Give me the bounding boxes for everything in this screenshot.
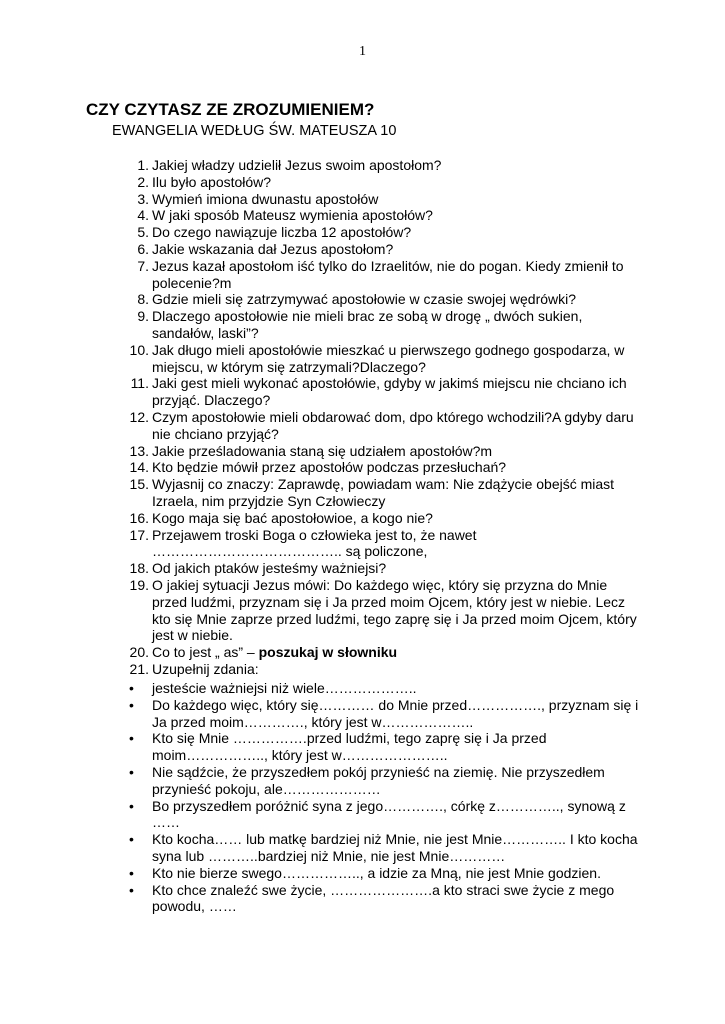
question-number: 14. bbox=[129, 459, 149, 476]
fill-in-text: Nie sądźcie, że przyszedłem pokój przynieść na ziemię. Nie przyszedłem przynieść pokoju, ale………………… bbox=[152, 763, 605, 797]
fill-in-text: Kto się Mnie …………….przed ludźmi, tego zaprę się i Ja przed moim…………….., który jest w………………….. bbox=[152, 730, 547, 764]
fill-in-item bbox=[125, 798, 645, 832]
question-text: Jezus kazał apostołom iść tylko do Izraelitów, nie do pogan. Kiedy zmienił to polecenie?m bbox=[152, 257, 624, 291]
question-number: 16. bbox=[129, 509, 149, 526]
fill-in-list bbox=[125, 680, 645, 915]
bullet-icon: • bbox=[129, 680, 134, 696]
question-number: 2. bbox=[137, 173, 149, 190]
question-text: Jakie prześladowania staną się udziałem apostołów?m bbox=[152, 442, 493, 459]
question-text: Kto będzie mówił przez apostołów podczas przesłuchań? bbox=[152, 459, 507, 476]
question-text: Do czego nawiązuje liczba 12 apostołów? bbox=[152, 224, 412, 241]
question-item bbox=[125, 661, 645, 678]
question-text: Od jakich ptaków jesteśmy ważniejsi? bbox=[152, 560, 387, 577]
question-text: Ilu było apostołów? bbox=[152, 173, 272, 190]
bullet-icon: • bbox=[129, 881, 134, 898]
question-number: 3. bbox=[137, 190, 149, 207]
question-text: O jakiej sytuacji Jezus mówi: Do każdego więc, który się przyzna do Mnie przed ludźmi, przyznam się i Ja przed moim Ojcem, który jest w niebie. Lecz kto się Mnie zaprze przed ludźmi, tego zaprę się i Ja przed moim Ojcem, który jest w niebie. bbox=[152, 576, 637, 644]
question-item bbox=[125, 191, 645, 208]
question-number: 6. bbox=[137, 240, 149, 257]
question-number: 19. bbox=[129, 576, 149, 593]
bullet-icon: • bbox=[129, 797, 134, 814]
question-item bbox=[125, 291, 645, 308]
fill-in-text: Bo przyszedłem poróżnić syna z jego…………., córkę z………….., synową z …… bbox=[152, 797, 626, 831]
question-item bbox=[125, 443, 645, 460]
question-number: 15. bbox=[129, 476, 149, 493]
fill-in-item bbox=[125, 680, 645, 697]
question-number: 10. bbox=[129, 341, 149, 358]
fill-in-text: Kto chce znaleźć swe życie, ………………….a kto straci swe życie z mego powodu, …… bbox=[152, 881, 615, 915]
question-item bbox=[125, 157, 645, 174]
question-text: Wyjasnij co znaczy: Zaprawdę, powiadam wam: Nie zdążycie obejść miast Izraela, nim przyjdzie Syn Człowieczy bbox=[152, 476, 615, 509]
question-item bbox=[125, 375, 645, 409]
question-item bbox=[125, 224, 645, 241]
question-number: 17. bbox=[129, 526, 149, 543]
question-text: Kogo maja się bać apostołowioe, a kogo nie? bbox=[152, 509, 433, 526]
question-item bbox=[125, 308, 645, 342]
question-number: 8. bbox=[137, 291, 149, 308]
bullet-icon: • bbox=[129, 730, 134, 747]
question-text: Co to jest „ as” – bbox=[152, 644, 259, 661]
question-list bbox=[125, 157, 645, 678]
question-item bbox=[125, 560, 645, 577]
fill-in-item bbox=[125, 831, 645, 865]
question-text: Przejawem troski Boga o człowieka jest to, że nawet ………………………………….. są policzone, bbox=[152, 526, 477, 560]
question-item bbox=[125, 207, 645, 224]
question-number: 12. bbox=[129, 408, 149, 425]
question-item bbox=[125, 510, 645, 527]
question-text: Gdzie mieli się zatrzymywać apostołowie w czasie swojej wędrówki? bbox=[152, 291, 577, 308]
page-number: 1 bbox=[359, 44, 366, 59]
question-number: 9. bbox=[137, 308, 149, 325]
bullet-icon: • bbox=[129, 864, 134, 881]
question-text: Jakiej władzy udzielił Jezus swoim apostołom? bbox=[152, 157, 442, 173]
question-item bbox=[125, 644, 645, 661]
question-number: 18. bbox=[129, 560, 149, 577]
question-number: 5. bbox=[137, 224, 149, 241]
fill-in-item bbox=[125, 697, 645, 731]
question-number: 1. bbox=[137, 157, 149, 173]
question-text: Czym apostołowie mieli obdarować dom, dpo którego wchodzili?A gdyby daru nie chciano przyjąć? bbox=[152, 408, 634, 442]
question-item bbox=[125, 577, 645, 644]
page-subtitle: EWANGELIA WEDŁUG ŚW. MATEUSZA 10 bbox=[112, 123, 397, 139]
question-text: W jaki sposób Mateusz wymienia apostołów? bbox=[152, 207, 433, 224]
fill-in-text: Kto kocha…… lub matkę bardziej niż Mnie, nie jest Mnie………….. I kto kocha syna lub ………..bardziej niż Mnie, nie jest Mnie………… bbox=[152, 831, 638, 864]
question-item bbox=[125, 459, 645, 476]
question-item bbox=[125, 476, 645, 510]
fill-in-text: jesteście ważniejsi niż wiele……………….. bbox=[152, 680, 417, 696]
question-number: 13. bbox=[129, 442, 149, 459]
fill-in-item bbox=[125, 730, 645, 764]
question-bold-text: poszukaj w słowniku bbox=[258, 644, 398, 661]
question-text: Jakie wskazania dał Jezus apostołom? bbox=[152, 240, 394, 257]
question-item bbox=[125, 241, 645, 258]
bullet-icon: • bbox=[129, 696, 134, 713]
question-item bbox=[125, 342, 645, 376]
question-number: 7. bbox=[137, 257, 149, 274]
question-number: 4. bbox=[137, 207, 149, 224]
question-text: Wymień imiona dwunastu apostołów bbox=[152, 190, 379, 207]
question-text: Dlaczego apostołowie nie mieli brac ze sobą w drogę „ dwóch sukien, sandałów, laski”? bbox=[152, 308, 583, 341]
question-item bbox=[125, 409, 645, 443]
fill-in-text: Do każdego więc, który się………… do Mnie przed……………., przyznam się i Ja przed moim…………., który jest w……………….. bbox=[152, 696, 639, 730]
fill-in-item bbox=[125, 764, 645, 798]
question-item bbox=[125, 258, 645, 292]
question-number: 11. bbox=[130, 375, 149, 392]
question-item bbox=[125, 174, 645, 191]
bullet-icon: • bbox=[129, 831, 134, 848]
bullet-icon: • bbox=[129, 763, 134, 780]
question-number: 21. bbox=[129, 660, 149, 677]
fill-in-item bbox=[125, 882, 645, 916]
question-text: Jaki gest mieli wykonać apostołówie, gdyby w jakimś miejscu nie chciano ich przyjąć. Dlaczego? bbox=[152, 375, 627, 409]
question-text: Jak długo mieli apostołówie mieszkać u pierwszego godnego gospodarza, w miejscu, w którym się zatrzymali?Dlaczego? bbox=[152, 341, 625, 375]
question-text: Uzupełnij zdania: bbox=[152, 660, 259, 677]
question-item bbox=[125, 527, 645, 561]
fill-in-item bbox=[125, 865, 645, 882]
page-title: CZY CZYTASZ ZE ZROZUMIENIEM? bbox=[86, 100, 375, 119]
fill-in-text: Kto nie bierze swego…………….., a idzie za Mną, nie jest Mnie godzien. bbox=[152, 864, 601, 881]
question-number: 20. bbox=[129, 644, 149, 661]
